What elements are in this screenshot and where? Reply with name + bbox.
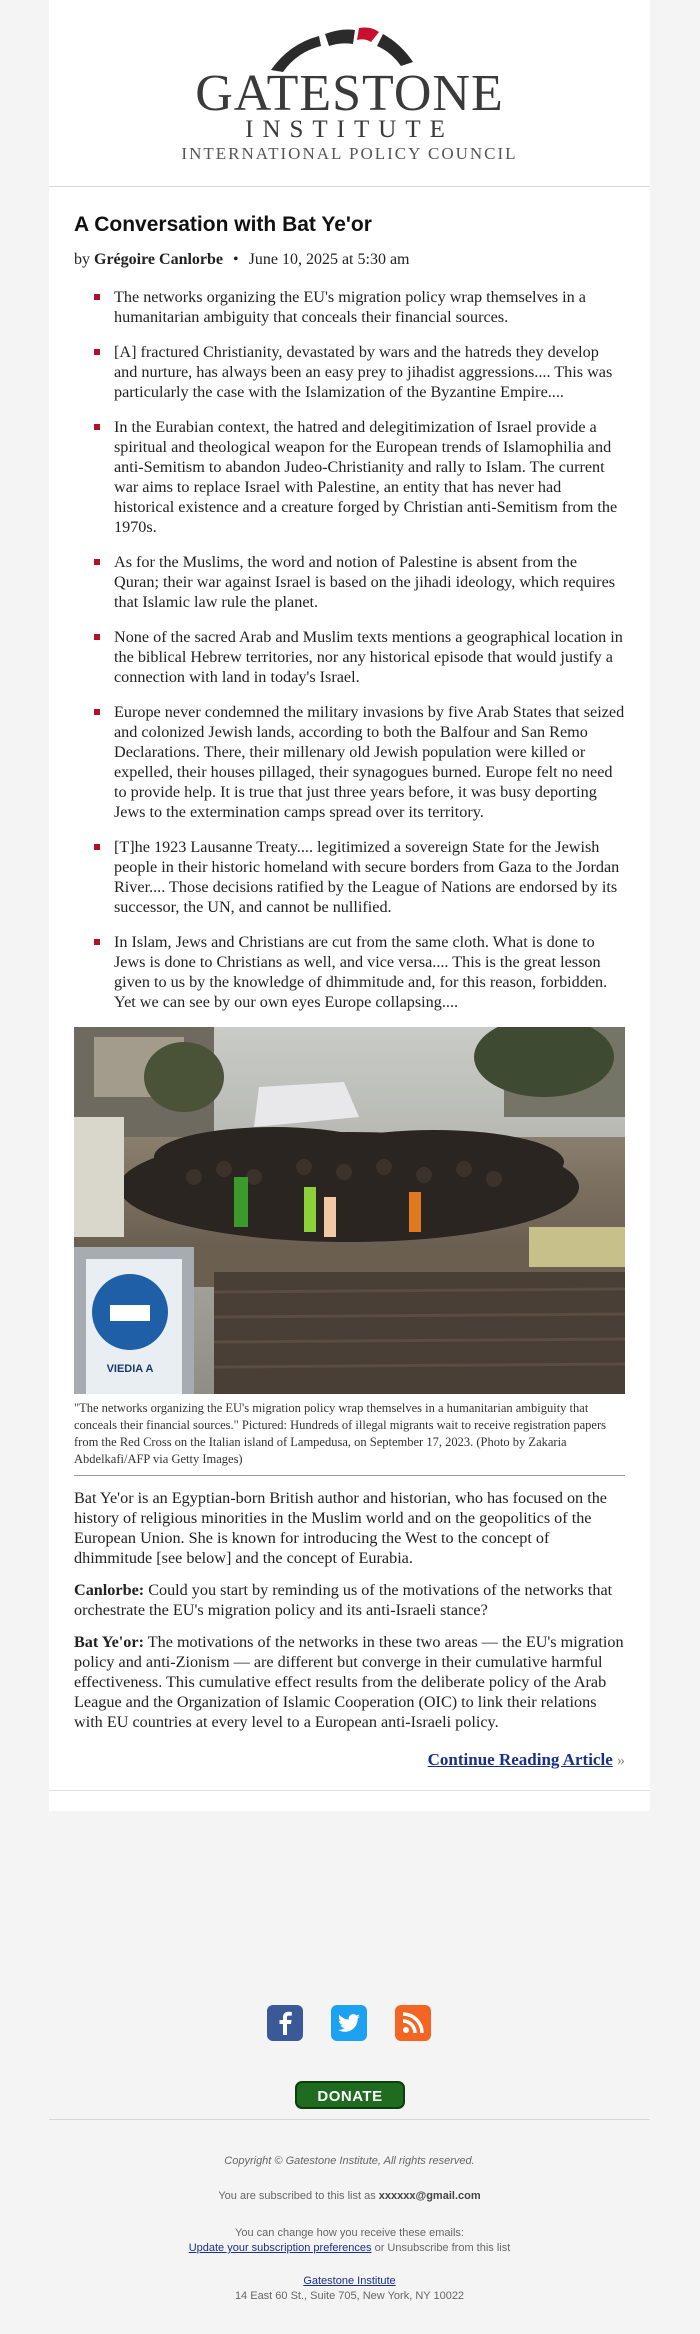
bullet-icon [94, 709, 100, 715]
bullet-icon [94, 294, 100, 300]
key-point-text: In the Eurabian context, the hatred and delegitimization of Israel provide a spiritual and theological weapon for the European trends of Islamophilia and anti-Semitism to abandon Judeo-Christianity and rally to Islam. The current war aims to replace Israel with Palestine, an entity that has never had historical existence and a creature forged by Christian anti-Semitism from the 1970s. [114, 418, 618, 536]
article-title[interactable]: A Conversation with Bat Ye'or [74, 213, 372, 236]
unsubscribe-text[interactable]: or Unsubscribe from this list [374, 2242, 511, 2254]
key-point [92, 627, 625, 687]
interviewer-label: Canlorbe: [74, 1581, 145, 1599]
bullet-icon [94, 634, 100, 640]
key-point-text: None of the sacred Arab and Muslim texts mentions a geographical location in the biblical Hebrew territories, nor any historical episode that would justify a connection with land in today's Israel. [114, 628, 623, 686]
key-point [92, 837, 625, 917]
facebook-icon[interactable] [267, 2005, 303, 2041]
photo-sign-text: VIEDIA A [106, 1363, 154, 1375]
logo-name: GATESTONE [195, 65, 504, 122]
header [49, 0, 650, 187]
article-photo[interactable] [74, 1027, 625, 1394]
bullet-icon [94, 559, 100, 565]
article [49, 187, 650, 1770]
social-links [49, 2005, 650, 2045]
article-date: June 10, 2025 at 5:30 am [248, 251, 410, 268]
author-name: Grégoire Canlorbe [94, 251, 224, 268]
subscriber-email: xxxxxx@gmail.com [378, 2190, 481, 2202]
organization-info [49, 2274, 650, 2304]
byline-prefix: by [74, 251, 90, 268]
key-point-text: [T]he 1923 Lausanne Treaty.... legitimized a sovereign State for the Jewish people in their historic homeland with secure borders from Gaza to the Jordan River.... Those decisions ratified by the League of Nations are endorsed by its successor, the UN, and cannot be nullified. [114, 838, 620, 916]
bullet-icon [94, 939, 100, 945]
key-point-text: As for the Muslims, the word and notion of Palestine is absent from the Quran; their war against Israel is based on the jihadi ideology, which requires that Islamic law rule the planet. [114, 553, 616, 611]
logo-arc-red [357, 28, 379, 43]
copyright: Copyright © Gatestone Institute, All rights reserved. [224, 2155, 475, 2167]
question-1 [74, 1580, 625, 1620]
key-point [92, 552, 625, 612]
footer-divider [49, 2119, 650, 2120]
donate-button[interactable]: DONATE [295, 2081, 405, 2109]
continue-reading-link[interactable]: Continue Reading Article [427, 1750, 613, 1769]
organization-address: 14 East 60 St., Suite 705, New York, NY 10022 [234, 2290, 465, 2302]
subscription-prefix: You are subscribed to this list as [218, 2190, 376, 2202]
key-point [92, 342, 625, 402]
chevron-right-icon: » [617, 1752, 625, 1769]
photo-caption: "The networks organizing the EU's migration policy wrap themselves in a humanitarian ambiguity that conceals their financial sources." Pictured: Hundreds of illegal migrants wait to receive registration papers from the Red Cross on the Italian island of Lampedusa, on September 17, 2023. (Photo by Zakaria Abdelkafi/AFP via Getty Images) [74, 1400, 625, 1476]
key-points-list [74, 287, 625, 1012]
change-text: You can change how you receive these emails: [235, 2227, 464, 2239]
rss-icon[interactable] [395, 2005, 431, 2041]
key-point-text: In Islam, Jews and Christians are cut from the same cloth. What is done to Jews is done to Christians as well, and vice versa.... This is the great lesson given to us by the knowledge of dhimmitude and, for this reason, forbidden. Yet we can see by our own eyes Europe collapsing.... [114, 933, 608, 1011]
key-point [92, 932, 625, 1012]
logo-tagline: INTERNATIONAL POLICY COUNCIL [181, 144, 518, 163]
continue-reading [74, 1750, 625, 1770]
key-point [92, 287, 625, 327]
subscription-notice [49, 2190, 650, 2202]
logo-institute: INSTITUTE [245, 116, 454, 143]
key-point [92, 702, 625, 822]
bullet-icon [94, 349, 100, 355]
interviewee-label: Bat Ye'or: [74, 1633, 144, 1651]
question-1-text: Could you start by reminding us of the motivations of the networks that orchestrate the EU's migration policy and its anti-Israeli stance? [74, 1581, 613, 1619]
card-divider [49, 1790, 650, 1811]
logo-arc-right [377, 34, 413, 66]
answer-1-text: The motivations of the networks in these two areas — the EU's migration policy and anti-Zionism — are different but converge in their cumulative harmful effectiveness. This cumulative effect results from the deliberate policy of the Arab League and the Organization of Islamic Cooperation (OIC) to link their relations with EU countries at every level to a European anti-Israeli policy. [74, 1633, 624, 1731]
update-preferences-link[interactable]: Update your subscription preferences [188, 2242, 372, 2254]
logo-arc-mid [325, 30, 355, 47]
byline-separator: • [233, 251, 239, 268]
key-point-text: The networks organizing the EU's migration policy wrap themselves in a humanitarian ambiguity that conceals their financial sources. [114, 288, 586, 326]
key-point-text: [A] fractured Christianity, devastated by wars and the hatreds they develop and nurture, has always been an easy prey to jihadist aggressions.... This was particularly the case with the Islamization of the Byzantine Empire.... [114, 343, 613, 401]
byline [74, 251, 625, 269]
author-intro: Bat Ye'or is an Egyptian-born British author and historian, who has focused on the history of religious minorities in the Muslim world and on the geopolitics of the European Union. She is known for introducing the West to the concept of dhimmitude [see below] and the concept of Eurabia. [74, 1489, 607, 1567]
organization-link[interactable]: Gatestone Institute [303, 2275, 396, 2287]
twitter-icon[interactable] [331, 2005, 367, 2041]
bullet-icon [94, 424, 100, 430]
bullet-icon [94, 844, 100, 850]
preferences-notice [49, 2226, 650, 2256]
key-point [92, 417, 625, 537]
newsletter-card [49, 0, 650, 1811]
answer-1 [74, 1632, 625, 1732]
key-point-text: Europe never condemned the military invasions by five Arab States that seized and colonized Jewish lands, according to both the Balfour and San Remo Declarations. There, their millenary old Jewish population were killed or expelled, their houses pillaged, their synagogues burned. Europe felt no need to provide help. It is true that just three years before, it was busy deporting Jews to the extermination camps spread over its territory. [114, 703, 625, 821]
